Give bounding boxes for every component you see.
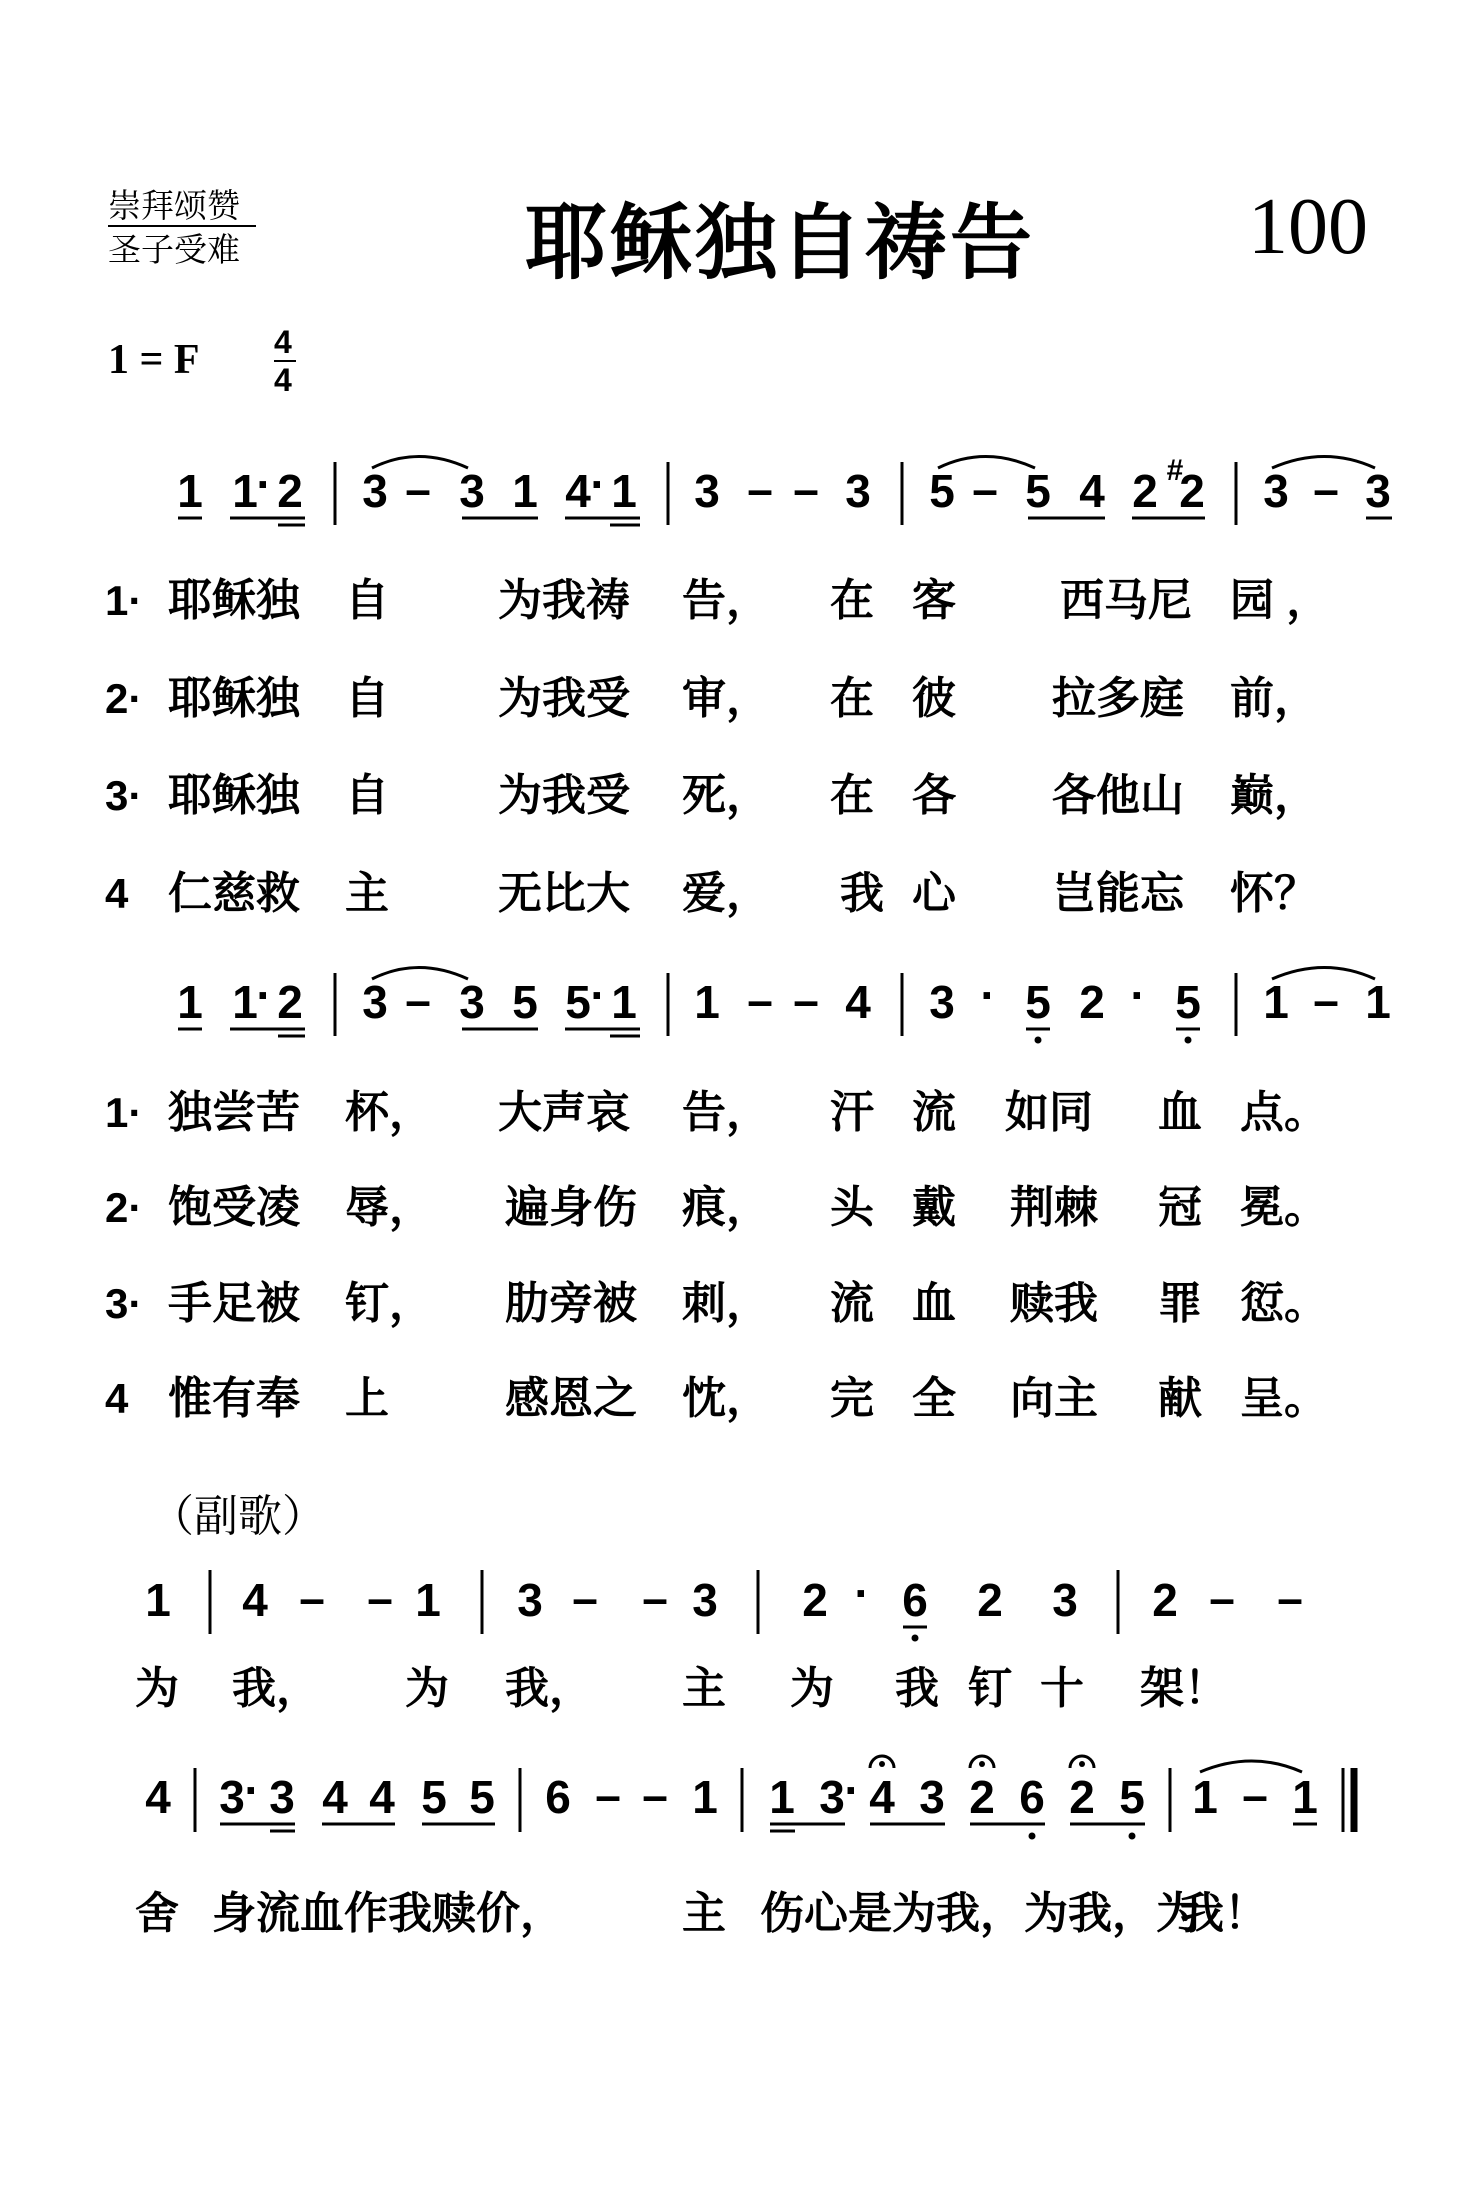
dash: –	[1313, 463, 1339, 515]
lyric-text: 自	[345, 576, 389, 625]
lyric-text: 汗	[830, 1088, 874, 1137]
lyric-text: 冠	[1158, 1183, 1202, 1232]
note: 3	[919, 1771, 945, 1823]
lyric-text: 流	[912, 1088, 956, 1137]
note: 2	[969, 1771, 995, 1823]
note: 1	[232, 976, 258, 1028]
lyric-text: 冕。	[1240, 1183, 1328, 1232]
dash: –	[1313, 974, 1339, 1026]
lyric-text: 为	[135, 1664, 179, 1713]
verse-number: 1·	[105, 577, 143, 624]
note: 3	[819, 1771, 845, 1823]
dash: –	[793, 974, 819, 1026]
lyric-text: 客	[912, 576, 956, 625]
lyric-text: 审，	[682, 674, 770, 723]
note: 5	[1025, 465, 1051, 517]
note: 5	[469, 1771, 495, 1823]
note: 1	[1292, 1771, 1318, 1823]
lyric-text: 彼	[912, 674, 956, 723]
dot: ·	[244, 1764, 260, 1816]
note: 5	[1175, 976, 1201, 1028]
note: 3	[459, 976, 485, 1028]
dot: ·	[1130, 969, 1146, 1021]
note: 1	[694, 976, 720, 1028]
verse-number: 4	[105, 1375, 129, 1422]
dash: –	[1209, 1572, 1235, 1624]
chorus-label: （副歌）	[150, 1491, 326, 1542]
time-signature-bottom: 4	[274, 362, 292, 398]
lyric-text: 自	[345, 674, 389, 723]
lyric-text: 完	[830, 1374, 874, 1423]
lyric-text: 辱，	[345, 1183, 433, 1232]
verse-number: 2·	[105, 675, 143, 722]
note: 5	[421, 1771, 447, 1823]
lyric-text: 死，	[682, 771, 770, 820]
lyric-text: 爱，	[682, 869, 770, 918]
note: 1	[1365, 976, 1391, 1028]
note: 2	[1079, 976, 1105, 1028]
lyric-text: 感恩之	[505, 1374, 637, 1423]
lyric-text: 饱受凌	[168, 1183, 300, 1232]
lyric-text: 愆。	[1240, 1279, 1328, 1328]
lyric-text: 舍	[135, 1889, 179, 1938]
dash: –	[747, 463, 773, 515]
lyric-text: 惟有奉	[168, 1374, 300, 1423]
lyric-text: 痕，	[682, 1183, 770, 1232]
note: 6	[1019, 1771, 1045, 1823]
dot: ·	[256, 458, 272, 510]
note: 2	[802, 1574, 828, 1626]
dot: ·	[854, 1567, 870, 1619]
note: 2	[1132, 465, 1158, 517]
dash: –	[793, 463, 819, 515]
lyric-text: 呈。	[1240, 1374, 1328, 1423]
lyric-text: 在	[830, 674, 874, 723]
lyric-text: 怀？	[1230, 869, 1318, 918]
lyric-text: 各	[912, 771, 956, 820]
lyric-text: 告，	[682, 1088, 770, 1137]
lyric-text: 主	[682, 1664, 726, 1713]
note: 1	[611, 465, 637, 517]
lyric-text: 钉，	[345, 1279, 433, 1328]
category-primary: 崇拜颂赞	[108, 186, 240, 225]
note: 3	[694, 465, 720, 517]
lyric-text: 心	[912, 869, 956, 918]
note: 4	[322, 1771, 348, 1823]
note: 3	[362, 976, 388, 1028]
note: 4	[145, 1771, 171, 1823]
dot: ·	[256, 969, 272, 1021]
dash: –	[747, 974, 773, 1026]
lyric-text: 如同	[1005, 1088, 1093, 1137]
note: 1	[232, 465, 258, 517]
dot: ·	[590, 969, 606, 1021]
verse-number: 3·	[105, 772, 143, 819]
note: 2	[1152, 1574, 1178, 1626]
hymn-title: 耶稣独自祷告	[525, 196, 1036, 291]
lyric-text: 我！	[1180, 1889, 1268, 1938]
note: 2	[1069, 1771, 1095, 1823]
hymn-number: 100	[1248, 183, 1368, 271]
note: 3	[1263, 465, 1289, 517]
lyric-text: 遍身伤	[505, 1183, 637, 1232]
lyric-text: 头	[830, 1183, 874, 1232]
lyric-text: 岂能忘	[1052, 869, 1184, 918]
note: 4	[1079, 465, 1105, 517]
lyric-text: 在	[830, 576, 874, 625]
lyric-text: 耶稣独	[168, 576, 300, 625]
note: 3	[517, 1574, 543, 1626]
lyric-text: 大声哀	[498, 1088, 630, 1137]
note: 2	[977, 1574, 1003, 1626]
note: 5	[1025, 976, 1051, 1028]
lyric-text: 为	[405, 1664, 449, 1713]
note: 1	[611, 976, 637, 1028]
lyric-text: 主	[682, 1889, 726, 1938]
lyric-text: 为我受	[498, 674, 630, 723]
lyric-text: 杯，	[345, 1088, 433, 1137]
note: 1	[692, 1771, 718, 1823]
lyric-text: 献	[1158, 1374, 1202, 1423]
lyric-text: 拉多庭	[1052, 674, 1184, 723]
lyric-text: 罪	[1158, 1279, 1202, 1328]
note: 1	[415, 1574, 441, 1626]
lyric-text: 我	[840, 869, 884, 918]
lyric-text: 肋旁被	[505, 1279, 637, 1328]
note: 1	[177, 465, 203, 517]
dash: –	[405, 974, 431, 1026]
note: 3	[929, 976, 955, 1028]
note: 3	[219, 1771, 245, 1823]
lyric-text: 身流血作我赎价，	[212, 1889, 564, 1938]
note: 1	[1263, 976, 1289, 1028]
lyric-text: 全	[912, 1374, 956, 1423]
lyric-text: 仁慈救	[168, 869, 300, 918]
lyric-text: 耶稣独	[168, 674, 300, 723]
note: 4	[845, 976, 871, 1028]
lyric-text: 赎我	[1010, 1279, 1098, 1328]
lyric-text: 为	[790, 1664, 834, 1713]
note: 2	[277, 976, 303, 1028]
lyric-text: 我，	[505, 1664, 593, 1713]
dash: –	[642, 1769, 668, 1821]
lyric-text: 园 ，	[1230, 576, 1331, 625]
note: 3	[269, 1771, 295, 1823]
lyric-text: 上	[345, 1374, 389, 1423]
lyric-text: 主	[345, 869, 389, 918]
verse-number: 1·	[105, 1089, 143, 1136]
lyric-text: 我，	[232, 1664, 320, 1713]
note: 5	[512, 976, 538, 1028]
dot: ·	[980, 969, 996, 1021]
lyric-text: 伤心是为我，为我，为	[760, 1889, 1200, 1938]
lyric-text: 手足被	[168, 1279, 300, 1328]
lyric-text: 刺，	[682, 1279, 770, 1328]
lyric-text: 巅，	[1230, 771, 1318, 820]
sharp-sign: #	[1166, 454, 1184, 487]
dash: –	[405, 463, 431, 515]
lyric-text: 无比大	[498, 869, 630, 918]
note: 3	[1365, 465, 1391, 517]
dash: –	[299, 1572, 325, 1624]
note: 5	[565, 976, 591, 1028]
lyric-text: 自	[345, 771, 389, 820]
note: 2	[277, 465, 303, 517]
verse-number: 4	[105, 870, 129, 917]
note: 1	[512, 465, 538, 517]
lyric-text: 我	[895, 1664, 939, 1713]
key-signature: 1 = F	[108, 337, 200, 383]
lyric-text: 流	[830, 1279, 874, 1328]
category-secondary: 圣子受难	[108, 230, 240, 269]
note: 4	[869, 1771, 895, 1823]
verse-number: 3·	[105, 1280, 143, 1327]
note: 1	[145, 1574, 171, 1626]
dash: –	[1277, 1572, 1303, 1624]
note: 3	[459, 465, 485, 517]
lyric-text: 独尝苦	[168, 1088, 300, 1137]
note: 4	[369, 1771, 395, 1823]
note: 3	[845, 465, 871, 517]
lyric-text: 向主	[1010, 1374, 1098, 1423]
time-signature-top: 4	[274, 324, 292, 360]
note: 4	[242, 1574, 268, 1626]
note: 1	[1192, 1771, 1218, 1823]
lyric-text: 钉	[968, 1664, 1012, 1713]
lyric-text: 十	[1040, 1664, 1084, 1713]
note: 2	[1179, 465, 1205, 517]
dot: ·	[844, 1764, 860, 1816]
lyric-text: 为我祷	[498, 576, 630, 625]
dash: –	[595, 1769, 621, 1821]
note: 6	[545, 1771, 571, 1823]
lyric-text: 荆棘	[1010, 1183, 1098, 1232]
note: 1	[769, 1771, 795, 1823]
dash: –	[972, 463, 998, 515]
lyric-text: 架！	[1140, 1664, 1228, 1713]
dash: –	[642, 1572, 668, 1624]
lyric-text: 耶稣独	[168, 771, 300, 820]
lyric-text: 血	[912, 1279, 956, 1328]
lyric-text: 西马尼	[1060, 576, 1192, 625]
lyric-text: 为我受	[498, 771, 630, 820]
lyric-text: 点。	[1240, 1088, 1328, 1137]
note: 4	[565, 465, 591, 517]
lyric-text: 告，	[682, 576, 770, 625]
note: 3	[362, 465, 388, 517]
lyric-text: 戴	[912, 1183, 956, 1232]
dot: ·	[590, 458, 606, 510]
note: 5	[929, 465, 955, 517]
note: 3	[1052, 1574, 1078, 1626]
verse-number: 2·	[105, 1184, 143, 1231]
lyric-text: 忱，	[682, 1374, 770, 1423]
lyric-text: 各他山	[1052, 771, 1184, 820]
note: 1	[177, 976, 203, 1028]
dash: –	[572, 1572, 598, 1624]
note: 6	[902, 1574, 928, 1626]
lyric-text: 血	[1158, 1088, 1202, 1137]
dash: –	[367, 1572, 393, 1624]
dash: –	[1242, 1769, 1268, 1821]
note: 3	[692, 1574, 718, 1626]
note: 5	[1119, 1771, 1145, 1823]
lyric-text: 前，	[1230, 674, 1318, 723]
lyric-text: 在	[830, 771, 874, 820]
